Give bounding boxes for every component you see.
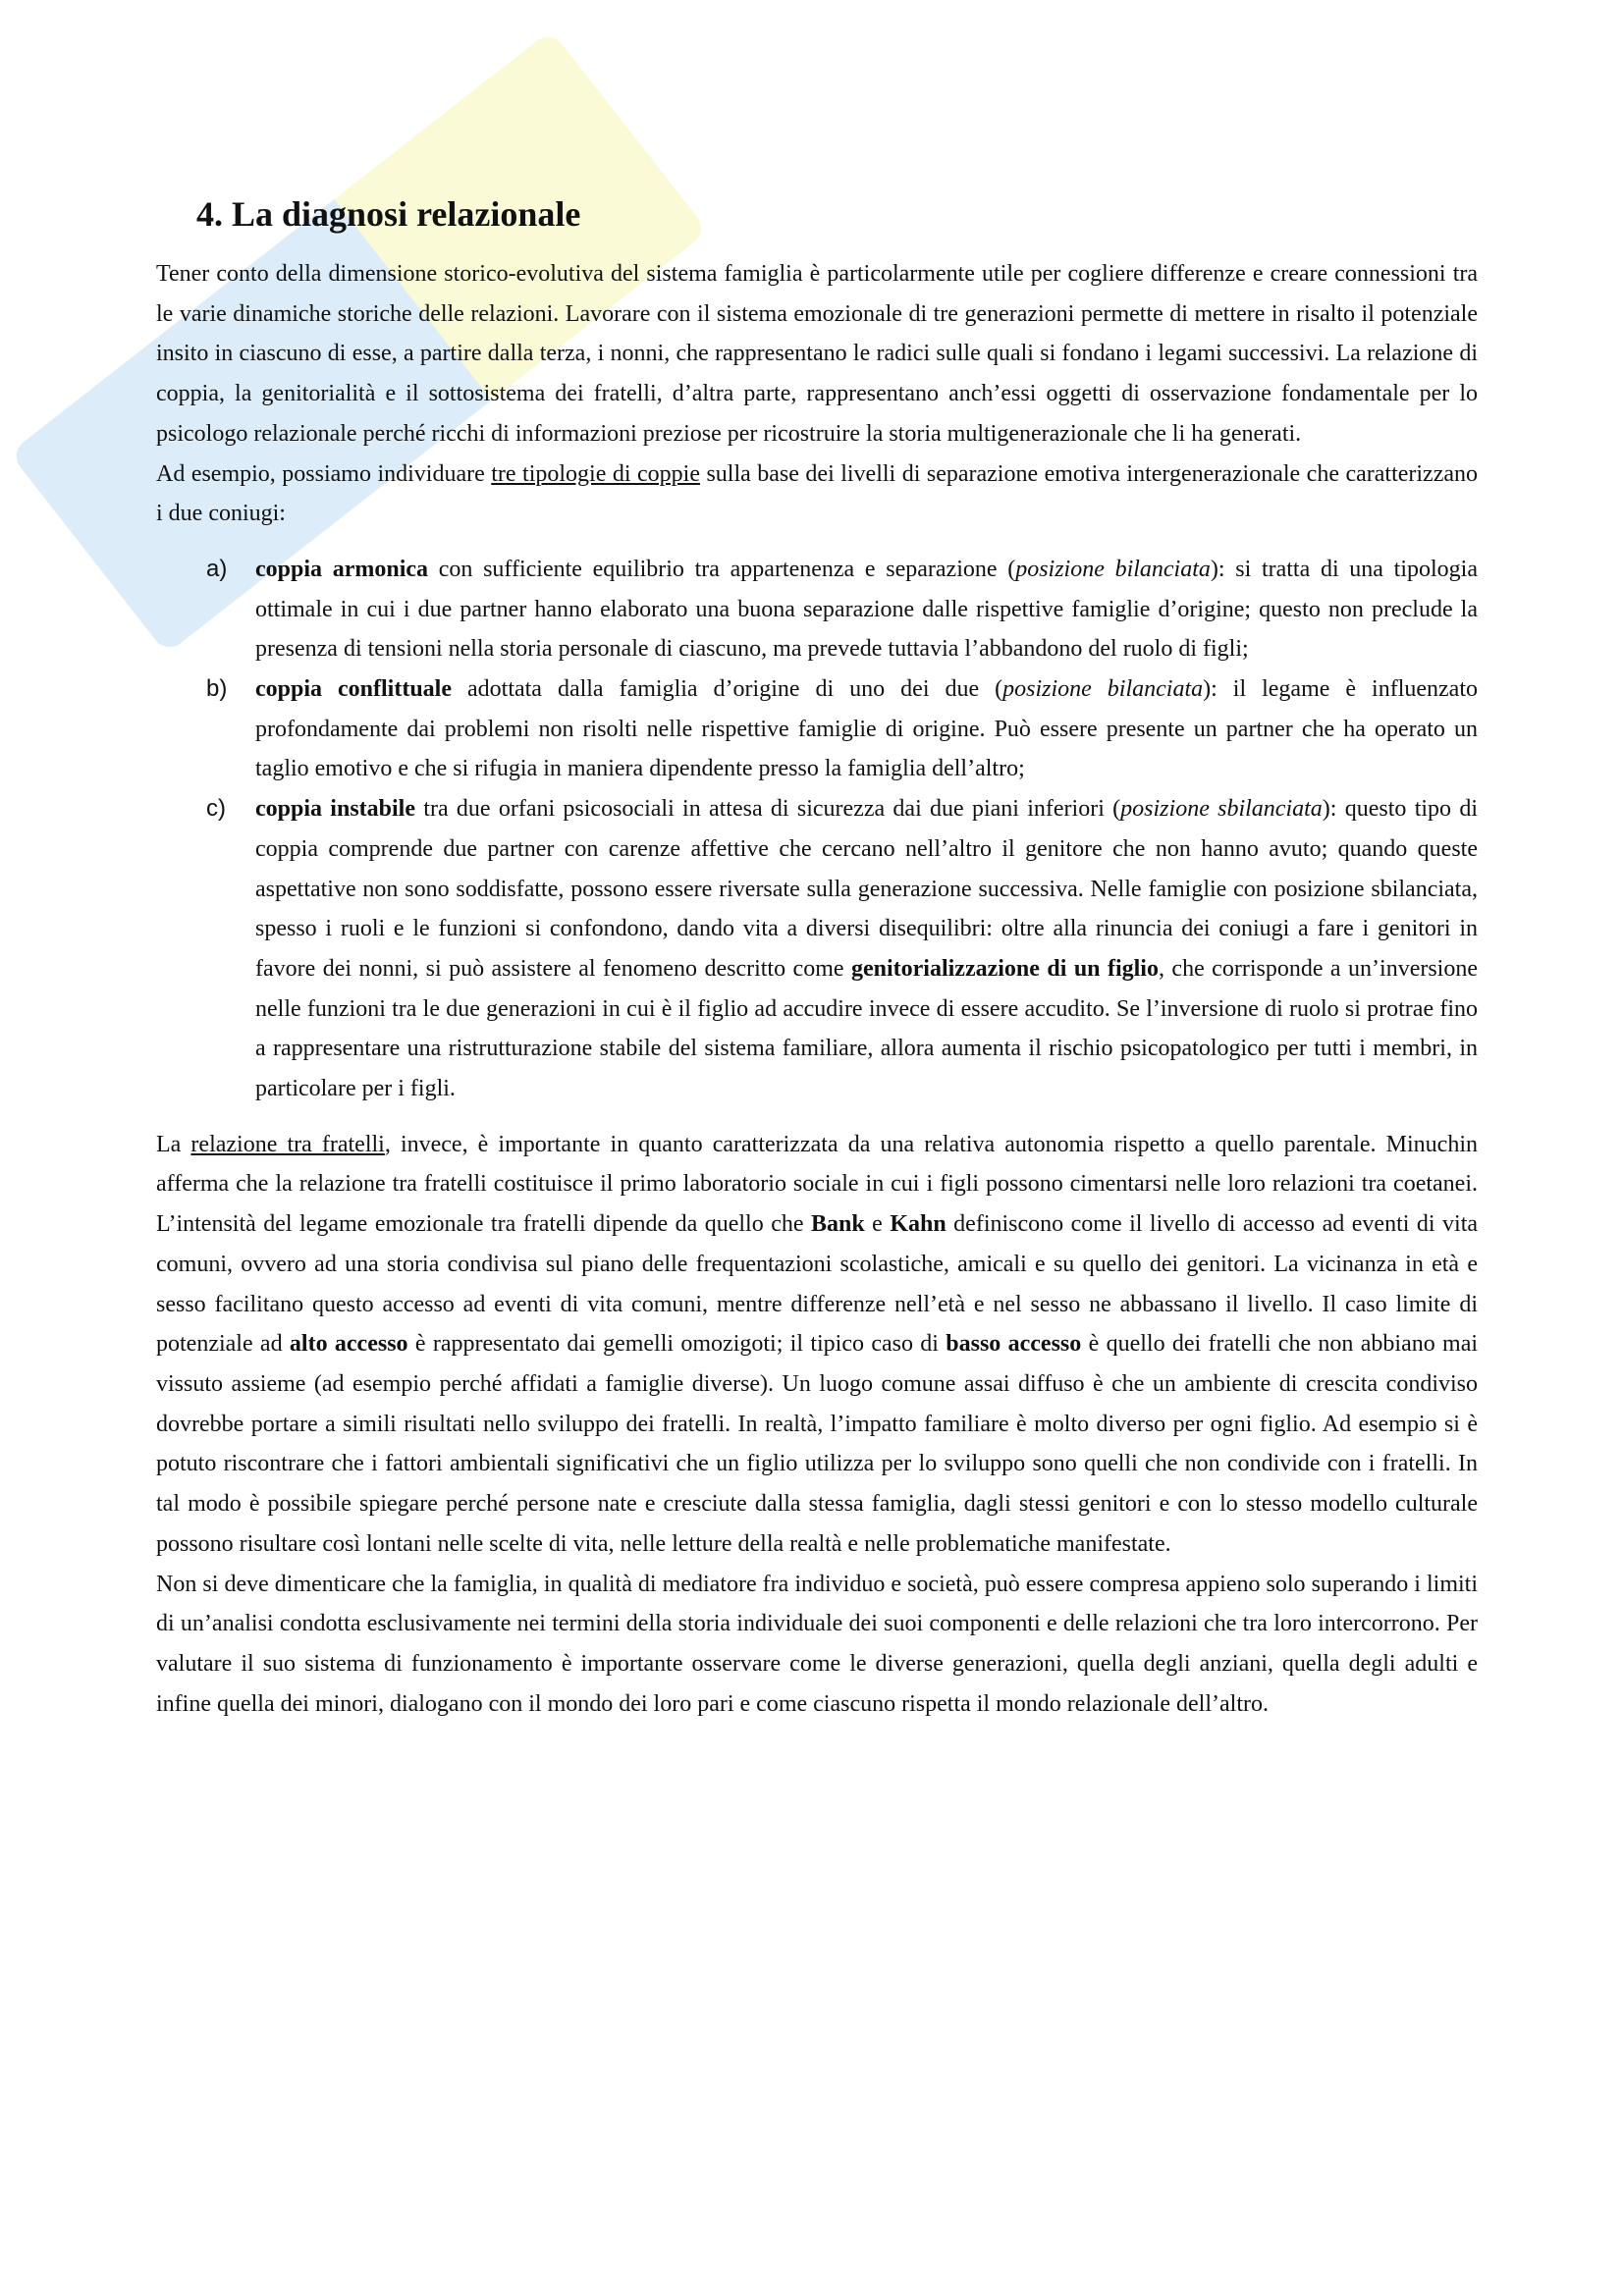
italic-term: posizione bilanciata: [1002, 676, 1204, 703]
text: tra due orfani psicosociali in attesa di sicurezza dai due piani inferiori (: [415, 796, 1121, 823]
text: è quello dei fratelli che non abbiano mai vissuto assieme (ad esempio perché affidati a famiglie diverse). Un luogo comune assai diffuso è che un ambiente di crescita condiviso dovrebbe portare a simili risultati nello sviluppo dei fratelli. In realtà, l’impatto familiare è molto diverso per ogni figlio. Ad esempio si è potuto riscontrare che i fattori ambientali significativi che un figlio utilizza per lo sviluppo sono quelli che non condivide con i fratelli. In tal modo è possibile spiegare perché persone nate e cresciute dalla stessa famiglia, dagli stessi genitori e con lo stesso modello culturale possono risultare così lontani nelle scelte di vita, nelle letture della realtà e nelle problematiche manifestate.: [156, 1331, 1479, 1557]
text: e: [864, 1211, 891, 1238]
document-page: [156, 191, 1478, 1724]
text: ): questo tipo di coppia comprende due partner con carenze affettive che cercano nell’altro il genitore che non hanno avuto; quando queste aspettative non sono soddisfatte, possono essere riversate sulla generazione successiva. Nelle famiglie con posizione sbilanciata, spesso i ruoli e le funzioni si confondono, dando vita a diversi disequilibri: oltre alla rinuncia dei coniugi a fare i genitori in favore dei nonni, si può assistere al fenomeno descritto come: [255, 796, 1478, 982]
list-marker: c): [206, 795, 226, 823]
text: La: [156, 1131, 191, 1157]
text: ): il legame è influenzato profondamente dai problemi non risolti nelle rispettive famiglie di origine. Può essere presente un partner che ha operato un taglio emotivo e che si rifugia in maniera dipendente presso la famiglia dell’altro;: [255, 676, 1478, 782]
text: adottata dalla famiglia d’origine di uno dei due (: [452, 676, 1003, 703]
list-item: [156, 669, 1478, 789]
text: , invece, è importante in quanto caratterizzata da una relativa autonomia rispetto a quello parentale. Minuchin afferma che la relazione tra fratelli costituisce il primo laboratorio sociale in cui i figli possono cimentarsi nelle loro relazioni tra coetanei. L’intensità del legame emozionale tra fratelli dipende da quello che: [156, 1131, 1478, 1238]
section-heading: 4. La diagnosi relazionale: [196, 194, 581, 234]
list-item: [156, 789, 1478, 1109]
list-marker: a): [206, 555, 228, 582]
bold-term: genitorializzazione di un figlio: [850, 955, 1159, 982]
list-item: [156, 550, 1478, 669]
bold-term: basso accesso: [946, 1331, 1082, 1358]
bold-term: Bank: [811, 1211, 865, 1238]
bold-term: alto accesso: [289, 1331, 408, 1358]
text: definiscono come il livello di accesso ad eventi di vita comuni, ovvero ad una storia condivisa sul piano delle frequentazioni scolastiche, amicali e su quello dei genitori. La vicinanza in età e sesso facilitano questo accesso ad eventi di vita comuni, mentre differenze nell’età e nel sesso ne abbassano il livello. Il caso limite di potenziale ad: [156, 1211, 1479, 1358]
text: , che corrisponde a un’inversione nelle funzioni tra le due generazioni in cui è il figlio ad accudire invece di essere accudito. Se l’inversione di ruolo si protrae fino a rappresentare una ristrutturazione stabile del sistema familiare, allora aumenta il rischio psicopatologico per tutti i membri, in particolare per i figli.: [255, 955, 1478, 1102]
paragraph-couple-types: [156, 454, 1478, 534]
bold-term: coppia armonica: [255, 556, 429, 582]
underlined-term: relazione tra fratelli: [190, 1131, 385, 1157]
bold-term: Kahn: [890, 1211, 947, 1238]
bold-term: coppia conflittuale: [255, 676, 452, 703]
text: Ad esempio, possiamo individuare: [156, 460, 492, 487]
underlined-term: tre tipologie di coppie: [491, 460, 700, 487]
list-marker: b): [206, 675, 228, 703]
text: ): si tratta di una tipologia ottimale in cui i due partner hanno elaborato una buona separazione dalle rispettive famiglie d’origine; questo non preclude la presenza di tensioni nella storia personale di ciascuno, ma prevede tuttavia l’abbandono del ruolo di figli;: [255, 556, 1478, 663]
paragraph-conclusion: Non si deve dimenticare che la famiglia, in qualità di mediatore fra individuo e società, può essere compresa appieno solo superando i limiti di un’analisi condotta esclusivamente nei termini della storia individuale dei suoi componenti e delle relazioni che tra loro intercorrono. Per valutare il suo sistema di funzionamento è importante osservare come le diverse generazioni, quella degli anziani, quella degli adulti e infine quella dei minori, dialogano con il mondo dei loro pari e come ciascuno rispetta il mondo relazionale dell’altro.: [156, 1571, 1478, 1717]
couple-types-list: [156, 550, 1478, 1109]
text: con sufficiente equilibrio tra appartenenza e separazione (: [428, 556, 1016, 582]
paragraph-siblings: [156, 1125, 1478, 1565]
italic-term: posizione bilanciata: [1015, 556, 1211, 582]
text: è rappresentato dai gemelli omozigoti; il tipico caso di: [407, 1331, 947, 1358]
text: sulla base dei livelli di separazione emotiva intergenerazionale che caratterizzano i due coniugi:: [156, 460, 1479, 527]
italic-term: posizione sbilanciata: [1120, 796, 1323, 823]
paragraph-intro: Tener conto della dimensione storico-evolutiva del sistema famiglia è particolarmente utile per cogliere differenze e creare connessioni tra le varie dinamiche storiche delle relazioni. Lavorare con il sistema emozionale di tre generazioni permette di mettere in risalto il potenziale insito in ciascuno di esse, a partire dalla terza, i nonni, che rappresentano le radici sulle quali si fondano i legami successivi. La relazione di coppia, la genitorialità e il sottosistema dei fratelli, d’altra parte, rappresentano anch’essi oggetti di osservazione fondamentale per lo psicologo relazionale perché ricchi di informazioni preziose per ricostruire la storia multigenerazionale che li ha generati.: [156, 261, 1478, 447]
bold-term: coppia instabile: [255, 796, 415, 823]
